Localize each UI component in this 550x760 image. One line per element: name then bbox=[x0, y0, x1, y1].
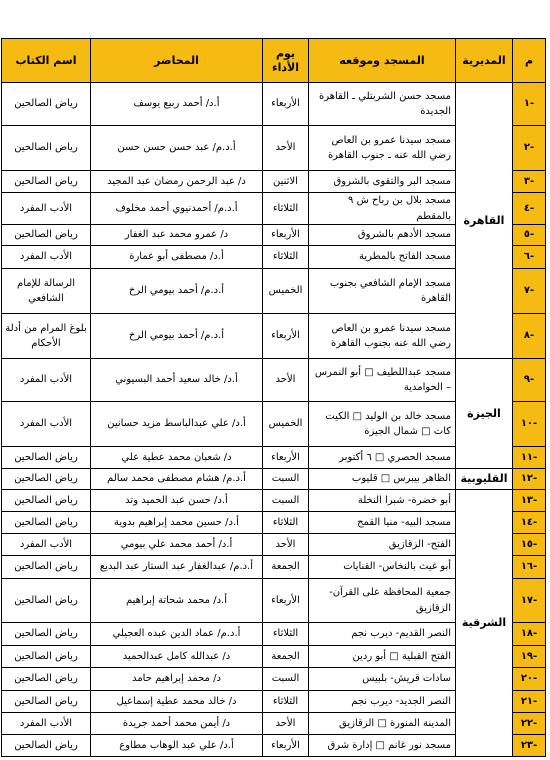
row-number: -٩ bbox=[513, 359, 546, 402]
lecturer-cell: د/ أيمن محمد أحمد جريدة bbox=[91, 713, 263, 735]
row-number: -١٣ bbox=[513, 490, 546, 512]
day-cell: الاثنين bbox=[263, 171, 309, 193]
lecturer-cell: أ.د/ محمد شحاتة إبراهيم bbox=[91, 579, 263, 623]
lecturer-cell: أ.د.م/ أحمدنيوي أحمد مخلوف bbox=[91, 193, 263, 225]
book-cell: رياض الصالحين bbox=[2, 171, 91, 193]
lecturer-cell: د/ محمد إبراهيم حامد bbox=[91, 668, 263, 691]
row-number: -١٤ bbox=[513, 512, 546, 534]
row-number: -١٠ bbox=[513, 402, 546, 447]
lecturer-cell: د/ خالد محمد عطية إسماعيل bbox=[91, 691, 263, 713]
day-cell: الأحد bbox=[263, 126, 309, 171]
book-cell: رياض الصالحين bbox=[2, 579, 91, 623]
governorate-cell: القليوبية bbox=[456, 469, 513, 490]
row-number: -٨ bbox=[513, 314, 546, 359]
masjid-cell: مسجد عبداللطيف □ أبو النمرس – الحوامدية bbox=[309, 359, 456, 402]
book-cell: رياض الصالحين bbox=[2, 447, 91, 469]
book-cell: رياض الصالحين bbox=[2, 83, 91, 126]
masjid-cell: مسجد خالد بن الوليد □ الكيت كات □ شمال الجيزة bbox=[309, 402, 456, 447]
lecturer-cell: د/ عبدالله كامل عبدالحميد bbox=[91, 646, 263, 668]
row-number: -١١ bbox=[513, 447, 546, 469]
header-governorate: المديرية bbox=[456, 39, 513, 83]
row-number: -١٧ bbox=[513, 579, 546, 623]
lecturer-cell: أ.د.م/ أحمد بيومي الرخ bbox=[91, 269, 263, 314]
row-number: -٢ bbox=[513, 126, 546, 171]
masjid-cell: أبو خضرة- شبرا النخلة bbox=[309, 490, 456, 512]
book-cell: الرسالة للإمام الشافعي bbox=[2, 269, 91, 314]
masjid-cell: المدينة المنورة □ الزقازيق bbox=[309, 713, 456, 735]
masjid-cell: مسجد سيدنا عمرو بن العاص رضي الله عنه بجنوب القاهرة bbox=[309, 314, 456, 359]
row-number: -١٨ bbox=[513, 623, 546, 646]
lecturer-cell: أ.د.م/ عماد الدين عبده العجيلي bbox=[91, 623, 263, 646]
day-cell: الجمعة bbox=[263, 556, 309, 579]
row-number: -١ bbox=[513, 83, 546, 126]
day-cell: الثلاثاء bbox=[263, 691, 309, 713]
day-cell: الأحد bbox=[263, 534, 309, 556]
day-cell: الثلاثاء bbox=[263, 512, 309, 534]
day-cell: الأربعاء bbox=[263, 314, 309, 359]
table-row bbox=[2, 359, 546, 402]
lecturer-cell: أ.د.م/ هشام مصطفى محمد سالم bbox=[91, 469, 263, 490]
book-cell: رياض الصالحين bbox=[2, 735, 91, 757]
header-book: اسم الكتاب bbox=[2, 39, 91, 83]
day-cell: الأربعاء bbox=[263, 579, 309, 623]
row-number: -٤ bbox=[513, 193, 546, 225]
masjid-cell: النصر القديم- ديرب نجم bbox=[309, 623, 456, 646]
row-number: -١٥ bbox=[513, 534, 546, 556]
lecturer-cell: أ.د/ علي عبدالباسط مزيد حسانين bbox=[91, 402, 263, 447]
day-cell: السبت bbox=[263, 469, 309, 490]
row-number: -٦ bbox=[513, 246, 546, 269]
lecturer-cell: أ.د/ أحمد محمد علي بيومي bbox=[91, 534, 263, 556]
row-number: -٢٢ bbox=[513, 713, 546, 735]
row-number: -٧ bbox=[513, 269, 546, 314]
day-cell: السبت bbox=[263, 490, 309, 512]
lecturer-cell: د/ شعبان محمد عطية علي bbox=[91, 447, 263, 469]
masjid-cell: مسجد البر والتقوى بالشروق bbox=[309, 171, 456, 193]
day-cell: الثلاثاء bbox=[263, 246, 309, 269]
masjid-cell: مسجد سيدنا عمرو بن العاص رضي الله عنه ـ جنوب القاهرة bbox=[309, 126, 456, 171]
lecturer-cell: أ.د/ خالد سعيد أحمد البسيوني bbox=[91, 359, 263, 402]
book-cell: رياض الصالحين bbox=[2, 668, 91, 691]
masjid-cell: النصر الجديد- ديرب نجم bbox=[309, 691, 456, 713]
book-cell: الأدب المفرد bbox=[2, 713, 91, 735]
row-number: -٣ bbox=[513, 171, 546, 193]
table-row bbox=[2, 83, 546, 126]
governorate-cell: الشرقية bbox=[456, 490, 513, 757]
book-cell: بلوغ المرام من أدلة الأحكام bbox=[2, 314, 91, 359]
book-cell: رياض الصالحين bbox=[2, 225, 91, 246]
header-num: م bbox=[513, 39, 546, 83]
governorate-cell: القاهرة bbox=[456, 83, 513, 359]
day-cell: الثلاثاء bbox=[263, 623, 309, 646]
masjid-cell: مسجد نور غانم □ إدارة شرق bbox=[309, 735, 456, 757]
row-number: -٢١ bbox=[513, 691, 546, 713]
masjid-cell: مسجد الفاتح بالمطرية bbox=[309, 246, 456, 269]
book-cell: الأدب المفرد bbox=[2, 359, 91, 402]
lecturer-cell: أ.د/ أحمد ربيع يوسف bbox=[91, 83, 263, 126]
lecturer-cell: أ.د.م/ عبدالغفار عبد الستار عبد البديع bbox=[91, 556, 263, 579]
header-masjid: المسجد وموقعه bbox=[309, 39, 456, 83]
book-cell: رياض الصالحين bbox=[2, 490, 91, 512]
lecturer-cell: أ.د/ مصطفى أبو عمارة bbox=[91, 246, 263, 269]
day-cell: الأربعاء bbox=[263, 735, 309, 757]
day-cell: الأحد bbox=[263, 359, 309, 402]
book-cell: الأدب المفرد bbox=[2, 534, 91, 556]
day-cell: الخميس bbox=[263, 402, 309, 447]
book-cell: الأدب المفرد bbox=[2, 402, 91, 447]
day-cell: الجمعة bbox=[263, 646, 309, 668]
row-number: -٢٠ bbox=[513, 668, 546, 691]
lecturer-cell: أ.د/ علي عبد الوهاب مطاوع bbox=[91, 735, 263, 757]
book-cell: رياض الصالحين bbox=[2, 623, 91, 646]
masjid-cell: جمعية المحافظة على القرآن- الزقازيق bbox=[309, 579, 456, 623]
row-number: -٥ bbox=[513, 225, 546, 246]
lecturer-cell: أ.د.م/ أحمد بيومي الرخ bbox=[91, 314, 263, 359]
masjid-cell: الفتح القبلية □ أبو ردين bbox=[309, 646, 456, 668]
masjid-cell: مسجد الحصري □ ٦ أكتوبر bbox=[309, 447, 456, 469]
book-cell: الأدب المفرد bbox=[2, 193, 91, 225]
masjid-cell: الفتح- الزقازيق bbox=[309, 534, 456, 556]
table-row bbox=[2, 469, 546, 490]
day-cell: الأربعاء bbox=[263, 225, 309, 246]
lecturer-cell: د/ عمرو محمد عبد الغفار bbox=[91, 225, 263, 246]
masjid-cell: الظاهر بيبرس □ قليوب bbox=[309, 469, 456, 490]
book-cell: رياض الصالحين bbox=[2, 512, 91, 534]
header-lecturer: المحاضر bbox=[91, 39, 263, 83]
masjid-cell: مسجد الأدهم بالشروق bbox=[309, 225, 456, 246]
header-day: يوم الأداء bbox=[263, 39, 309, 83]
book-cell: رياض الصالحين bbox=[2, 126, 91, 171]
lecturer-cell: أ.د/ حسن عبد الحميد وتد bbox=[91, 490, 263, 512]
row-number: -١٢ bbox=[513, 469, 546, 490]
book-cell: الأدب المفرد bbox=[2, 246, 91, 269]
masjid-cell: أبو غيث بالنخاس- القنايات bbox=[309, 556, 456, 579]
day-cell: الأحد bbox=[263, 713, 309, 735]
schedule-table bbox=[1, 38, 546, 757]
day-cell: الأربعاء bbox=[263, 447, 309, 469]
masjid-cell: مسجد بلال بن رباح ش ٩ بالمقطم bbox=[309, 193, 456, 225]
row-number: -٢٣ bbox=[513, 735, 546, 757]
book-cell: رياض الصالحين bbox=[2, 691, 91, 713]
masjid-cell: مسجد حسن الشربتلي ـ القاهرة الجديدة bbox=[309, 83, 456, 126]
day-cell: السبت bbox=[263, 668, 309, 691]
masjid-cell: مسجد الإمام الشافعي بجنوب القاهرة bbox=[309, 269, 456, 314]
row-number: -١٩ bbox=[513, 646, 546, 668]
masjid-cell: سادات قريش- بلبيس bbox=[309, 668, 456, 691]
lecturer-cell: أ.د/ حسين محمد إبراهيم بدوية bbox=[91, 512, 263, 534]
row-number: -١٦ bbox=[513, 556, 546, 579]
day-cell: الثلاثاء bbox=[263, 193, 309, 225]
day-cell: الأربعاء bbox=[263, 83, 309, 126]
book-cell: رياض الصالحين bbox=[2, 556, 91, 579]
lecturer-cell: أ.د.م/ عبد حسن حسن حسن bbox=[91, 126, 263, 171]
book-cell: رياض الصالحين bbox=[2, 469, 91, 490]
book-cell: رياض الصالحين bbox=[2, 646, 91, 668]
day-cell: الخميس bbox=[263, 269, 309, 314]
governorate-cell: الجيزة bbox=[456, 359, 513, 469]
lecturer-cell: د/ عبد الرحمن رمضان عبد المجيد bbox=[91, 171, 263, 193]
header-row bbox=[2, 39, 546, 83]
masjid-cell: مسجد البيه- منيا القمح bbox=[309, 512, 456, 534]
table-row bbox=[2, 490, 546, 512]
